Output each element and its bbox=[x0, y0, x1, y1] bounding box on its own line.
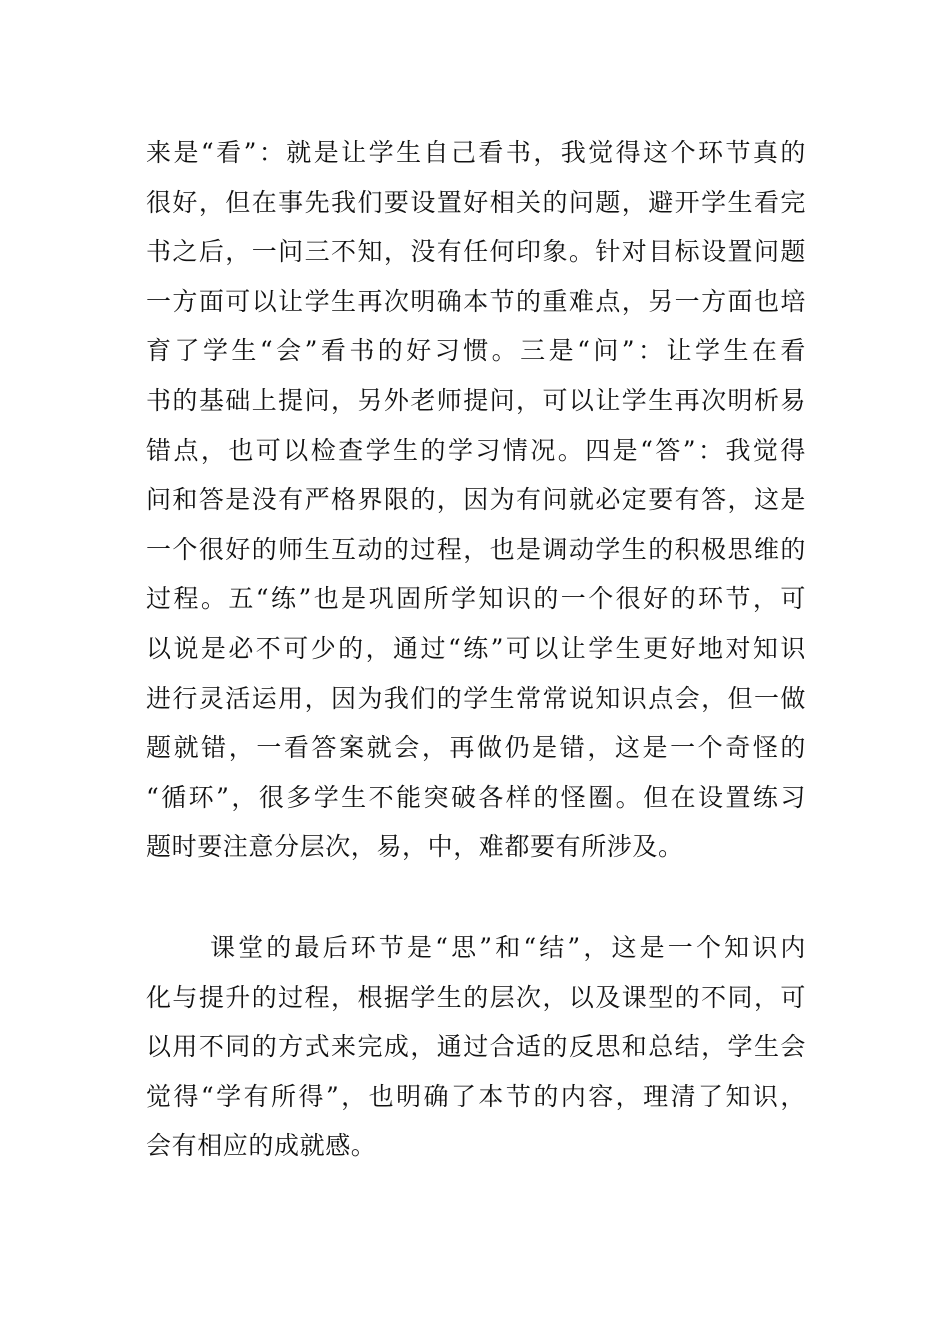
text-line: 化与提升的过程，根据学生的层次，以及课型的不同，可 bbox=[146, 982, 806, 1012]
text-line: 题时要注意分层次，易，中，难都要有所涉及。 bbox=[146, 832, 684, 862]
text-line: 来是“看”：就是让学生自己看书，我觉得这个环节真的 bbox=[146, 138, 806, 167]
paragraph-2 bbox=[146, 923, 806, 1171]
text-line: 问和答是没有严格界限的，因为有问就必定要有答，这是 bbox=[146, 485, 806, 515]
text-line: 会有相应的成就感。 bbox=[146, 1131, 377, 1161]
text-line: 过程。五“练”也是巩固所学知识的一个很好的环节，可 bbox=[146, 584, 806, 614]
text-line: 一方面可以让学生再次明确本节的重难点，另一方面也培 bbox=[146, 286, 806, 316]
text-line: “循环”，很多学生不能突破各样的怪圈。但在设置练习 bbox=[146, 782, 806, 812]
text-line: 书之后，一问三不知，没有任何印象。针对目标设置问题 bbox=[146, 237, 806, 267]
paragraph-1 bbox=[146, 128, 806, 872]
text-line: 错点，也可以检查学生的学习情况。四是“答”：我觉得 bbox=[146, 435, 806, 465]
text-line: 以说是必不可少的，通过“练”可以让学生更好地对知识 bbox=[146, 633, 806, 663]
text-line: 一个很好的师生互动的过程，也是调动学生的积极思维的 bbox=[146, 534, 806, 564]
text-line: 书的基础上提问，另外老师提问，可以让学生再次明析易 bbox=[146, 385, 806, 415]
text-line: 育了学生“会”看书的好习惯。三是“问”：让学生在看 bbox=[146, 336, 806, 366]
text-line: 觉得“学有所得”，也明确了本节的内容，理清了知识， bbox=[146, 1081, 806, 1111]
text-line: 以用不同的方式来完成，通过合适的反思和总结，学生会 bbox=[146, 1032, 806, 1062]
text-line: 题就错，一看答案就会，再做仍是错，这是一个奇怪的 bbox=[146, 733, 806, 763]
text-line: 进行灵活运用，因为我们的学生常常说知识点会，但一做 bbox=[146, 683, 806, 713]
text-line: 课堂的最后环节是“思”和“结”，这是一个知识内 bbox=[210, 933, 806, 962]
text-line: 很好，但在事先我们要设置好相关的问题，避开学生看完 bbox=[146, 187, 806, 217]
